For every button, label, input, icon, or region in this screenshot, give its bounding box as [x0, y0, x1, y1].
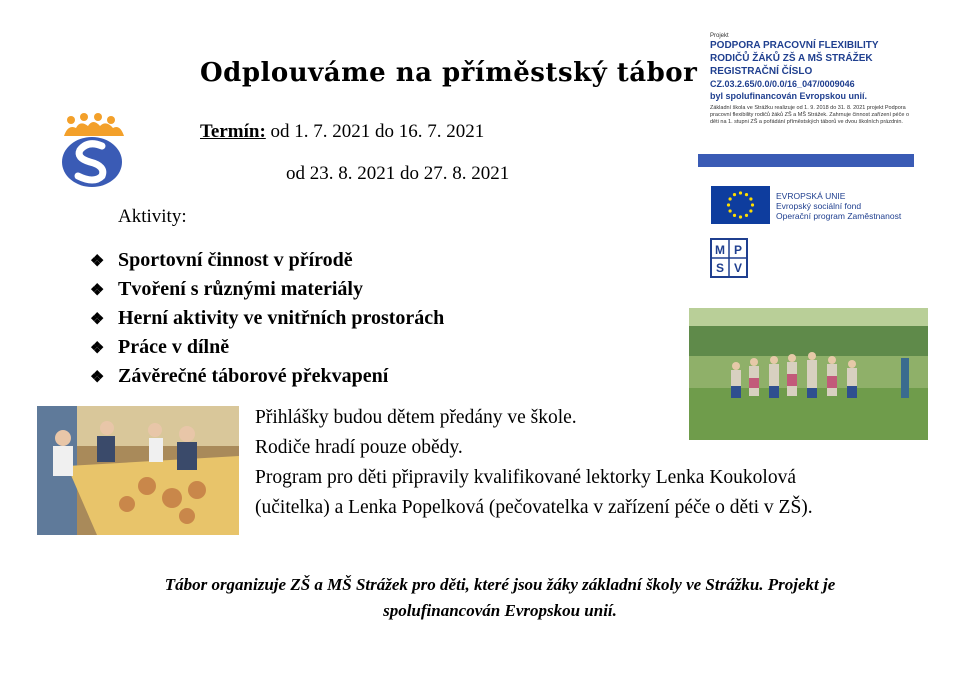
- classroom-baking-photo: [37, 406, 239, 535]
- footer-line: Tábor organizuje ZŠ a MŠ Strážek pro děti, které jsou žáky základní školy ve Strážku. Projekt je: [164, 575, 836, 594]
- project-line: REGISTRAČNÍ ČÍSLO: [710, 66, 813, 77]
- project-divider-bar: [698, 154, 914, 167]
- info-line: Rodiče hradí pouze obědy.: [255, 437, 463, 458]
- project-line: byl spolufinancován Evropskou unií.: [710, 91, 868, 101]
- activity-label: Sportovní činnost v přírodě: [118, 249, 353, 271]
- activities-list: [90, 246, 444, 391]
- page-title: Odplouváme na příměstský tábor: [200, 58, 698, 88]
- diamond-bullet-icon: ❖: [90, 310, 105, 328]
- info-text: [255, 403, 813, 523]
- eu-line: Operační program Zaměstnanost: [776, 211, 902, 221]
- svg-text:P: P: [733, 243, 743, 257]
- svg-text:V: V: [733, 261, 743, 275]
- footer-line: spolufinancován Evropskou unií.: [383, 601, 617, 620]
- svg-text:M: M: [715, 243, 725, 257]
- footer-note: [60, 572, 940, 624]
- list-item: [90, 275, 444, 304]
- project-info-block: [710, 33, 910, 126]
- activity-label: Závěrečné táborové překvapení: [118, 365, 389, 387]
- list-item: [90, 304, 444, 333]
- list-item: [90, 333, 444, 362]
- mpsv-logo-icon: [710, 238, 748, 278]
- eu-line: Evropský sociální fond: [776, 201, 862, 211]
- term-range-1: od 1. 7. 2021 do 16. 7. 2021: [270, 121, 485, 142]
- project-label: Projekt: [710, 33, 729, 39]
- diamond-bullet-icon: ❖: [90, 281, 105, 299]
- info-line: Přihlášky budou dětem předány ve škole.: [255, 407, 577, 428]
- school-logo-icon: [58, 112, 130, 190]
- project-fine-print: Základní škola ve Strážku realizuje od 1. 9. 2018 do 31. 8. 2021 projekt Podpora pracovní flexibility rodičů žáků ZŠ a MŠ Strážek. Zahrnuje činnost zařízení péče o děti na 1. stupni ZŠ a pořádání příměstských táborů ve dvou školních prázdnin.: [710, 105, 910, 125]
- diamond-bullet-icon: ❖: [90, 339, 105, 357]
- info-line: (učitelka) a Lenka Popelková (pečovatelka v zařízení péče o děti v ZŠ).: [255, 497, 813, 518]
- activity-label: Tvoření s různými materiály: [118, 278, 363, 300]
- term-label: Termín:: [200, 121, 266, 142]
- term-range-2: od 23. 8. 2021 do 27. 8. 2021: [286, 163, 510, 184]
- activity-label: Herní aktivity ve vnitřních prostorách: [118, 307, 445, 329]
- term-dates: [200, 121, 484, 143]
- project-line: RODIČŮ ŽÁKŮ ZŠ A MŠ STRÁŽEK: [710, 53, 873, 64]
- eu-flag-icon: [711, 186, 770, 224]
- svg-text:S: S: [715, 261, 725, 275]
- diamond-bullet-icon: ❖: [90, 252, 105, 270]
- list-item: [90, 246, 444, 275]
- diamond-bullet-icon: ❖: [90, 368, 105, 386]
- info-line: Program pro děti připravily kvalifikované lektorky Lenka Koukolová: [255, 467, 796, 488]
- eu-fund-text: [776, 191, 901, 221]
- activities-heading: Aktivity:: [118, 206, 187, 227]
- activity-label: Práce v dílně: [118, 336, 230, 358]
- project-line: CZ.03.2.65/0.0/0.0/16_047/0009046: [710, 79, 855, 89]
- project-line: PODPORA PRACOVNÍ FLEXIBILITY: [710, 40, 879, 51]
- eu-line: EVROPSKÁ UNIE: [776, 191, 846, 201]
- list-item: [90, 362, 444, 391]
